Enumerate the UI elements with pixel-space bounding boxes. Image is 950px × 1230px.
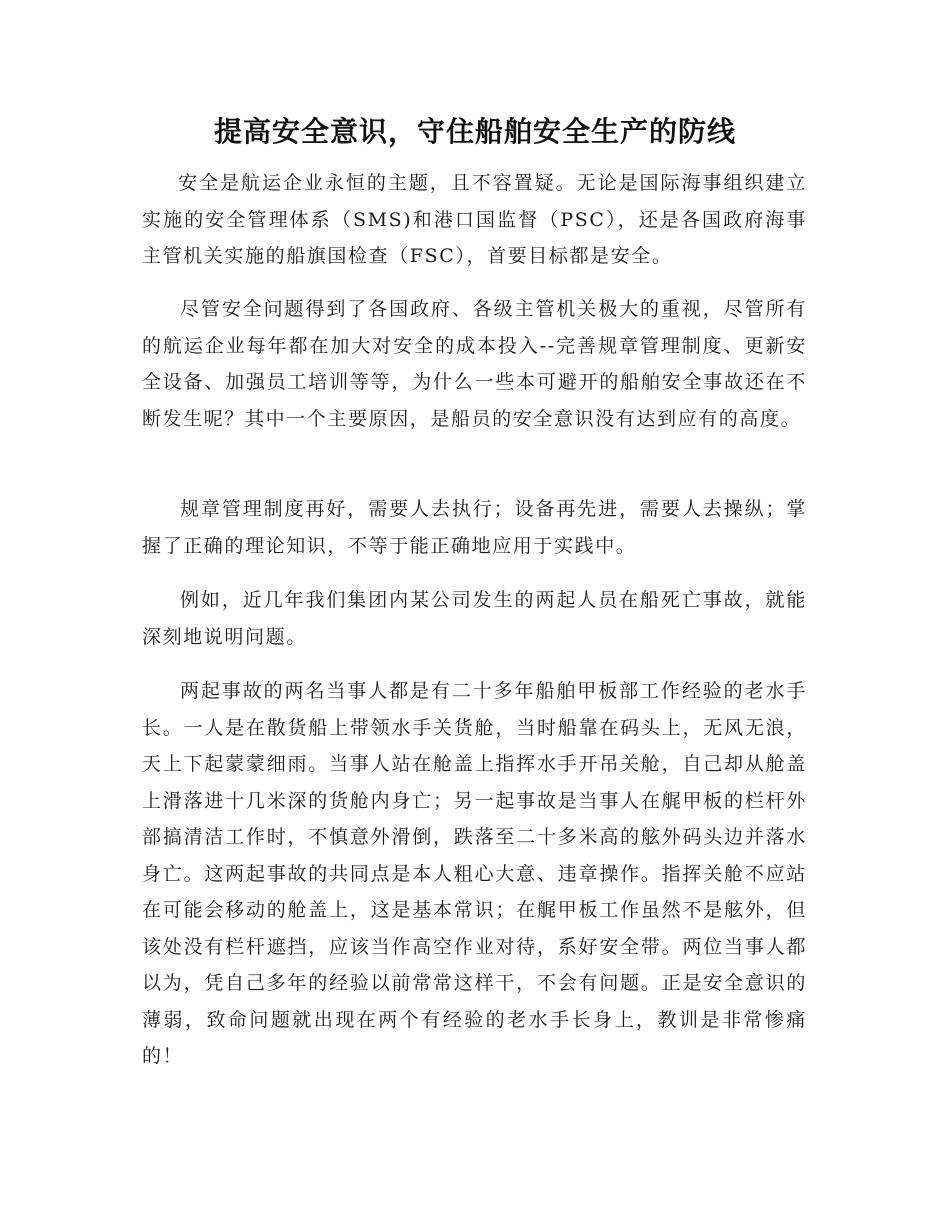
- paragraph-3: 规章管理制度再好，需要人去执行；设备再先进，需要人去操纵；掌握了正确的理论知识，不等于能正确地应用于实践中。: [142, 498, 807, 557]
- document-title: 提高安全意识，守住船舶安全生产的防线: [213, 115, 736, 148]
- paragraph-2: 尽管安全问题得到了各国政府、各级主管机关极大的重视，尽管所有的航运企业每年都在加大对安全的成本投入--完善规章管理制度、更新安全设备、加强员工培训等等，为什么一些本可避开的船舶安全事故还在不断发生呢？其中一个主要原因，是船员的安全意识没有达到应有的高度。: [142, 298, 807, 430]
- paragraph-1: 安全是航运企业永恒的主题，且不容置疑。无论是国际海事组织建立实施的安全管理体系（SMS)和港口国监督（PSC），还是各国政府海事主管机关实施的船旗国检查（FSC），首要目标都是安全。: [142, 172, 807, 267]
- paragraph-4: 例如，近几年我们集团内某公司发生的两起人员在船死亡事故，就能深刻地说明问题。: [142, 589, 807, 648]
- paragraph-5: 两起事故的两名当事人都是有二十多年船舶甲板部工作经验的老水手长。一人是在散货船上带领水手关货舱，当时船靠在码头上，无风无浪，天上下起蒙蒙细雨。当事人站在舱盖上指挥水手开吊关舱，自己却从舱盖上滑落进十几米深的货舱内身亡；另一起事故是当事人在艉甲板的栏杆外部搞清洁工作时，不慎意外滑倒，跌落至二十多米高的舷外码头边并落水身亡。这两起事故的共同点是本人粗心大意、违章操作。指挥关舱不应站在可能会移动的舱盖上，这是基本常识；在艉甲板工作虽然不是舷外，但该处没有栏杆遮挡，应该当作高空作业对待，系好安全带。两位当事人都以为，凭自己多年的经验以前常常这样干，不会有问题。正是安全意识的薄弱，致命问题就出现在两个有经验的老水手长身上，教训是非常惨痛的！: [142, 680, 807, 1067]
